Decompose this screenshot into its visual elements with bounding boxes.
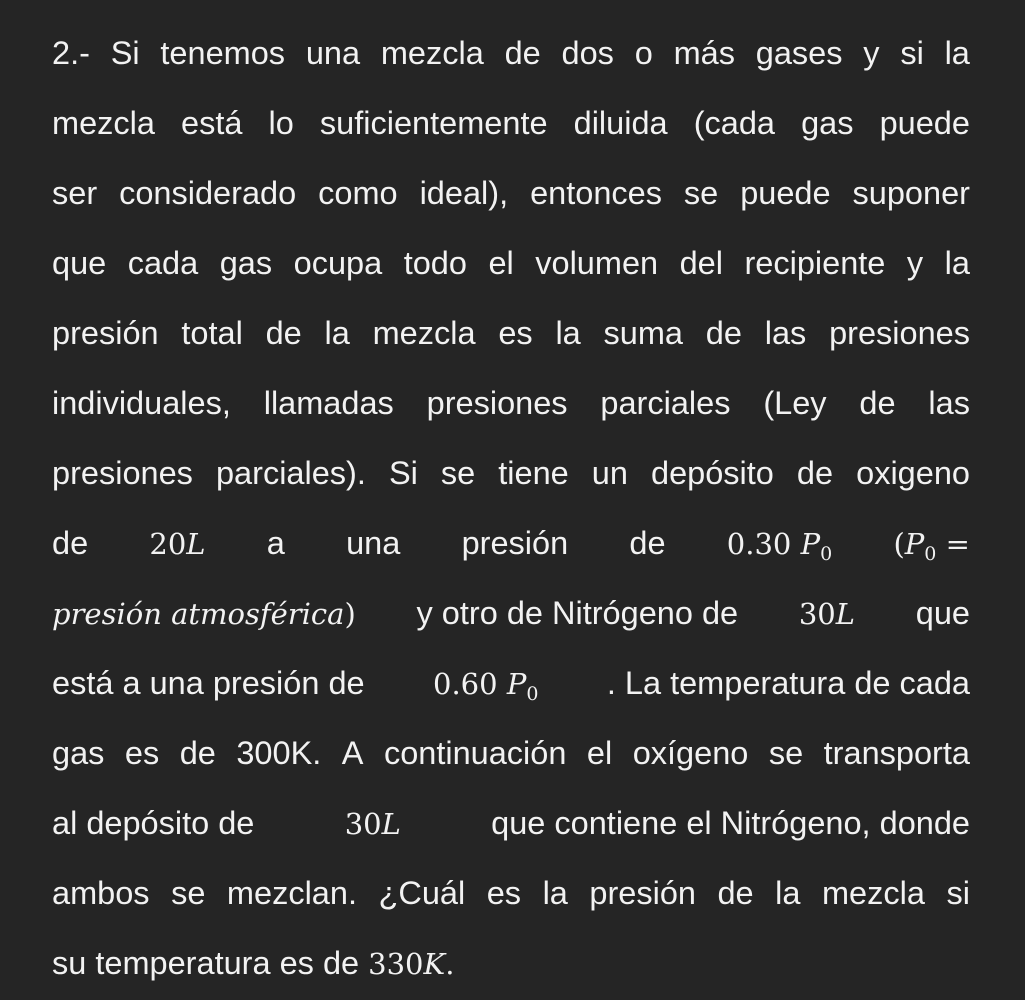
nitrogen-volume-unit: L [381, 807, 401, 841]
nitrogen-volume [799, 579, 855, 649]
word: la [555, 315, 581, 351]
word: parciales [600, 385, 731, 421]
atmospheric-pressure-term [52, 579, 356, 649]
word: es [498, 315, 533, 351]
text-line-8 [52, 508, 970, 578]
word: una [346, 525, 401, 561]
final-temperature-unit: K [423, 947, 446, 981]
oxygen-volume-value: 20 [149, 527, 187, 561]
word: y [863, 35, 880, 71]
text-segment: . La temperatura de cada [606, 665, 970, 701]
pressure-symbol: P [800, 527, 821, 561]
word: si [946, 875, 970, 911]
text-line-2 [52, 88, 970, 158]
word: como [318, 175, 398, 211]
word: ¿Cuál [378, 875, 466, 911]
word: recipiente [744, 245, 886, 281]
word: se [171, 875, 206, 911]
word: se [440, 455, 476, 491]
pressure-subscript: 0 [526, 683, 539, 705]
word: puede [879, 105, 970, 141]
word: tenemos [160, 35, 286, 71]
word: individuales, [52, 385, 231, 421]
word: de [52, 525, 89, 561]
word: está [181, 105, 243, 141]
word: parciales). [215, 455, 366, 491]
word: puede [740, 175, 831, 211]
word: presión [461, 525, 569, 561]
word: presiones [829, 315, 970, 351]
atmospheric-pressure-text: presión atmosférica [52, 597, 345, 631]
nitrogen-pressure-value: 0.60 [433, 667, 498, 701]
word: Si [388, 455, 418, 491]
word: la [324, 315, 350, 351]
text-line-12 [52, 788, 970, 858]
word: diluida [573, 105, 668, 141]
pressure-subscript: 0 [820, 543, 833, 565]
text-line-11 [52, 718, 970, 788]
text-segment: su temperatura es de [52, 945, 360, 981]
word: (Ley [763, 385, 827, 421]
word: continuación [383, 735, 567, 771]
word: (cada [693, 105, 775, 141]
text-line-4 [52, 228, 970, 298]
word: suponer [852, 175, 970, 211]
nitrogen-pressure [433, 649, 538, 719]
word: lo [268, 105, 294, 141]
word: las [928, 385, 970, 421]
word: mezclan. [226, 875, 357, 911]
oxygen-volume [149, 509, 205, 579]
word: mezcla [372, 315, 476, 351]
word: es [124, 735, 160, 771]
word: la [775, 875, 801, 911]
word: más [673, 35, 735, 71]
text-segment: que contiene el Nitrógeno, donde [491, 805, 970, 841]
word: mezcla [821, 875, 925, 911]
word: o [634, 35, 653, 71]
text-line-5 [52, 298, 970, 368]
word: mezcla [380, 35, 484, 71]
word: un [591, 455, 628, 491]
word: que [52, 245, 107, 281]
word: considerado [119, 175, 297, 211]
word: presión [589, 875, 696, 911]
word: de [629, 525, 666, 561]
close-paren: ) [344, 597, 356, 631]
word: mezcla [52, 105, 155, 141]
text-segment: al depósito de [52, 805, 255, 841]
oxygen-volume-unit: L [186, 527, 206, 561]
word: Si [110, 35, 140, 71]
text-line-1 [52, 18, 970, 88]
word: cada [127, 245, 199, 281]
word: las [764, 315, 807, 351]
word: el [586, 735, 613, 771]
word: A [341, 735, 364, 771]
word: gases [755, 35, 843, 71]
word: de [796, 455, 834, 491]
oxygen-pressure-value: 0.30 [726, 527, 792, 561]
word: de [265, 315, 302, 351]
word: de [179, 735, 216, 771]
word: suficientemente [319, 105, 548, 141]
word: depósito [651, 455, 774, 491]
word: transporta [823, 735, 970, 771]
text-line-14 [52, 928, 970, 998]
text-segment: y otro de Nitrógeno de [416, 595, 739, 631]
word: a [266, 525, 285, 561]
equals-sign: = [945, 527, 970, 561]
text-line-6 [52, 368, 970, 438]
word: tiene [498, 455, 569, 491]
word: entonces [530, 175, 662, 211]
word: una [305, 35, 361, 71]
word: oxígeno [632, 735, 749, 771]
oxygen-pressure [727, 509, 832, 579]
nitrogen-volume [345, 789, 401, 859]
pressure-subscript: 0 [924, 543, 937, 565]
word: y [906, 245, 924, 281]
word: es [486, 875, 522, 911]
text-line-3 [52, 158, 970, 228]
word: volumen [535, 245, 659, 281]
word: de [717, 875, 754, 911]
word: ideal), [419, 175, 509, 211]
problem-number: 2.- [52, 35, 90, 71]
open-paren: ( [893, 527, 905, 561]
word: ser [52, 175, 98, 211]
period: . [445, 947, 455, 981]
word: presión [52, 315, 159, 351]
word: gas [219, 245, 273, 281]
word: de [859, 385, 896, 421]
final-temperature [368, 929, 454, 999]
text-line-9 [52, 578, 970, 648]
word: presiones [52, 455, 193, 491]
nitrogen-volume-value: 30 [798, 597, 836, 631]
word: del [679, 245, 723, 281]
word: presiones [426, 385, 568, 421]
word: gas [52, 735, 105, 771]
word: de [504, 35, 541, 71]
problem-statement [52, 18, 970, 998]
nitrogen-volume-value: 30 [344, 807, 382, 841]
word: se [683, 175, 719, 211]
word: la [542, 875, 568, 911]
word: todo [403, 245, 467, 281]
word: oxigeno [856, 455, 970, 491]
text-line-7 [52, 438, 970, 508]
final-temperature-value: 330 [368, 947, 424, 981]
pressure-symbol: P [904, 527, 925, 561]
word: ambos [52, 875, 150, 911]
word: que [915, 595, 970, 631]
word: el [488, 245, 514, 281]
word: gas [801, 105, 854, 141]
pressure-symbol: P [506, 667, 527, 701]
word: dos [561, 35, 614, 71]
word: 300K. [236, 735, 322, 771]
word: la [944, 245, 970, 281]
p0-definition [893, 509, 969, 579]
word: total [181, 315, 243, 351]
word: llamadas [263, 385, 394, 421]
text-line-13 [52, 858, 970, 928]
word: de [705, 315, 742, 351]
word: la [944, 35, 970, 71]
word: ocupa [293, 245, 383, 281]
word: si [900, 35, 924, 71]
word: suma [603, 315, 684, 351]
word: se [768, 735, 804, 771]
nitrogen-volume-unit: L [835, 597, 856, 631]
text-line-10 [52, 648, 970, 718]
text-segment: está a una presión de [52, 665, 365, 701]
